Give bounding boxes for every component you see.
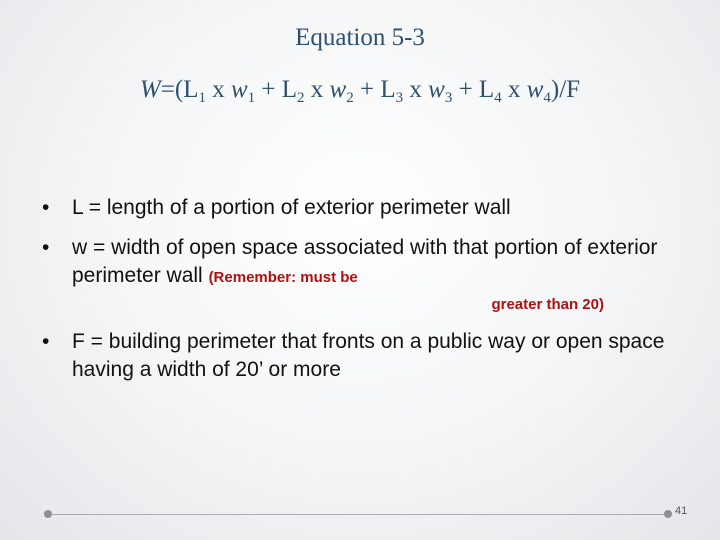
equation-plus: + [458, 76, 473, 103]
slide-title: Equation 5-3 [295, 24, 425, 51]
equation-w3: w [428, 76, 445, 103]
equation-sub-1: 1 [198, 90, 206, 106]
equation-w2: w [329, 76, 347, 103]
bullet-item-w [42, 234, 702, 316]
remember-note: (Remember: must be [208, 269, 358, 286]
equation-w4: w [526, 76, 544, 103]
footer-right-dot-icon [664, 510, 672, 518]
bullet-item-F [42, 328, 702, 384]
equation-sub-2b: 2 [346, 90, 354, 106]
equation-times: x [507, 76, 521, 103]
equation-L3: L [380, 76, 396, 103]
equation-times: x [409, 76, 422, 103]
bullet-item-L [42, 194, 702, 222]
equation-sub-2: 2 [297, 90, 305, 106]
equation-times: x [212, 76, 225, 103]
equation-sub-3b: 3 [444, 90, 453, 106]
equation-times: x [310, 76, 324, 103]
equation-close: )/F [550, 76, 581, 103]
equation-L1: L [183, 76, 199, 103]
bullet-text: w = width of open space associated with that portion of exterior perimeter wall [72, 236, 658, 287]
equation-w1: w [230, 76, 248, 103]
equation-sub-4b: 4 [543, 90, 551, 106]
equation-sub-1b: 1 [247, 90, 256, 106]
footer-divider [52, 514, 664, 515]
equation-sub-3: 3 [395, 90, 404, 106]
equation-L4: L [478, 76, 495, 103]
bullet-text: L = length of a portion of exterior perimeter wall [72, 196, 511, 219]
equation-open: =( [160, 76, 184, 103]
footer-left-dot-icon [44, 510, 52, 518]
bullet-marker: • [42, 196, 50, 219]
equation-plus: + [359, 76, 375, 103]
equation-sub-4: 4 [494, 90, 502, 106]
equation-L2: L [281, 76, 298, 103]
page-number: 41 [675, 505, 688, 517]
bullet-text: F = building perimeter that fronts on a public way or open space having a width of 20’ or more [72, 330, 665, 381]
equation-w-symbol: W [139, 76, 161, 103]
equation-plus: + [261, 76, 276, 103]
remember-note-continued: greater than 20) [491, 296, 604, 313]
bullet-marker: • [42, 330, 50, 353]
bullet-marker: • [42, 236, 50, 259]
equation [0, 76, 720, 104]
bullet-list [42, 194, 702, 396]
